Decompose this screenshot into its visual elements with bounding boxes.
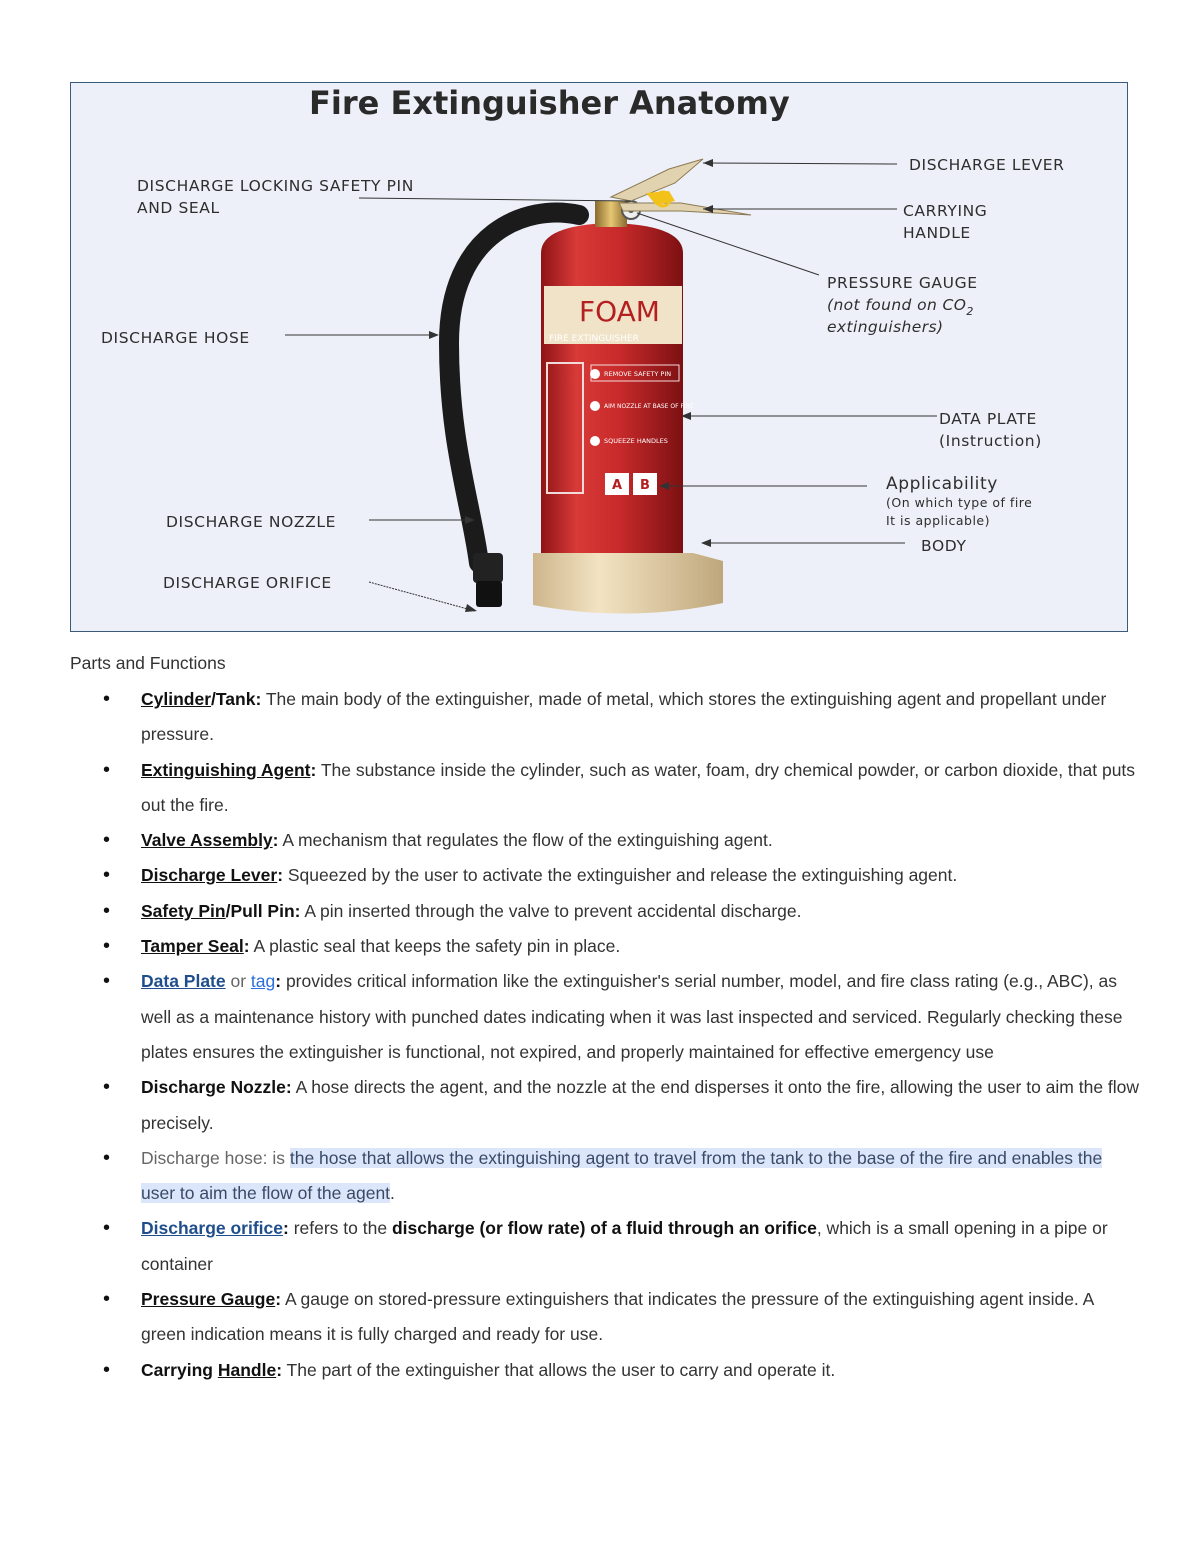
list-item-nozzle: • Discharge Nozzle: A hose directs the agent, and the nozzle at the end disperses it onto the fire, allowing the user to aim the flow precisely. <box>70 1070 1140 1141</box>
leader-discharge-orifice <box>369 582 475 611</box>
nozzle-shape <box>473 553 503 583</box>
label-carrying-line2: HANDLE <box>903 224 971 242</box>
class-b-icon: B <box>640 478 650 493</box>
label-discharge-orifice: DISCHARGE ORIFICE <box>163 574 332 592</box>
list-item-lever: • Discharge Lever: Squeezed by the user to activate the extinguisher and release the extinguishing agent. <box>70 858 1140 893</box>
discharge-orifice-link[interactable]: Discharge orifice <box>141 1218 283 1239</box>
label-discharge-lever: DISCHARGE LEVER <box>909 156 1065 174</box>
term-hose: Discharge hose: <box>141 1147 268 1168</box>
term-valve: Valve Assembly <box>141 830 273 851</box>
parts-heading: Parts and Functions <box>70 653 226 673</box>
term-gauge: Pressure Gauge <box>141 1289 276 1310</box>
label-gauge-line1: PRESSURE GAUGE <box>827 274 978 292</box>
list-item-pin: • Safety Pin/Pull Pin: A pin inserted through the valve to prevent accidental discharge. <box>70 894 1140 929</box>
step1-text: REMOVE SAFETY PIN <box>604 370 672 378</box>
term-pin: Safety Pin <box>141 900 226 921</box>
list-item-agent: • Extinguishing Agent: The substance inside the cylinder, such as water, foam, dry chemical powder, or carbon dioxide, that puts out the fire. <box>70 753 1140 824</box>
leader-discharge-lever <box>703 163 897 164</box>
highlighted-hose-text: the hose that allows the extinguishing agent to travel from the tank to the base of the fire and enables the user to aim the flow of the agent <box>141 1147 1103 1204</box>
label-carrying-line1: CARRYING <box>903 202 988 220</box>
label-discharge-nozzle: DISCHARGE NOZZLE <box>166 513 336 531</box>
list-item-data-plate: • Data Plate or tag: provides critical information like the extinguisher's serial number, model, and fire class rating (e.g., ABC), as well as a maintenance history with punched dates indicating when it was last inspected and serviced. Regularly checking these plates ensures the extinguisher is functional, not expired, and properly maintained for effective emergency use <box>70 964 1140 1070</box>
label-body: BODY <box>921 537 967 555</box>
figure-title: Fire Extinguisher Anatomy <box>309 84 790 122</box>
label-applicability-note2: It is applicable) <box>886 513 991 528</box>
list-item-handle: • Carrying Handle: The part of the extinguisher that allows the user to carry and operate it. <box>70 1353 1140 1388</box>
label-safety-pin-line2: AND SEAL <box>137 199 220 217</box>
term-cylinder: Cylinder <box>141 689 212 709</box>
parts-list <box>70 682 1140 1388</box>
foam-text: FOAM <box>579 295 660 328</box>
label-applicability-note1: (On which type of fire <box>886 495 1033 510</box>
orifice-shape <box>476 581 502 607</box>
label-discharge-hose: DISCHARGE HOSE <box>101 329 250 347</box>
list-item-gauge: • Pressure Gauge: A gauge on stored-pressure extinguishers that indicates the pressure of the extinguishing agent inside. A green indication means it is fully charged and ready for use. <box>70 1282 1140 1353</box>
label-gauge-line2: (not found on $CO_2$ <box>827 296 974 318</box>
step2-text: AIM NOZZLE AT BASE OF FIRE <box>604 403 694 410</box>
list-item-valve: • Valve Assembly: A mechanism that regulates the flow of the extinguishing agent. <box>70 823 1140 858</box>
cylinder-body-shape <box>541 223 683 558</box>
anatomy-figure <box>70 82 1128 632</box>
label-data-plate-line2: (Instruction) <box>939 432 1042 450</box>
class-a-icon: A <box>612 478 623 493</box>
term-agent: Extinguishing Agent <box>141 759 311 780</box>
step3-text: SQUEEZE HANDLES <box>604 437 668 445</box>
label-safety-pin-line1: DISCHARGE LOCKING SAFETY PIN <box>137 177 414 195</box>
base-shape <box>533 553 723 614</box>
fire-extinguisher-subtitle: FIRE EXTINGUISHER <box>549 334 639 344</box>
label-gauge-line3: extinguishers) <box>827 318 944 336</box>
data-plate-link[interactable]: Data Plate <box>141 971 226 992</box>
term-handle: Handle <box>217 1359 277 1380</box>
label-data-plate-line1: DATA PLATE <box>939 410 1037 428</box>
term-nozzle: Discharge Nozzle: <box>141 1077 292 1098</box>
term-seal: Tamper Seal <box>141 936 244 957</box>
term-lever: Discharge Lever <box>141 865 278 886</box>
leader-safety-pin <box>359 198 631 201</box>
list-item-cylinder: • Cylinder/Tank: The main body of the extinguisher, made of metal, which stores the extinguishing agent and propellant under pressure. <box>70 682 1140 753</box>
list-item-orifice: • Discharge orifice: refers to the discharge (or flow rate) of a fluid through an orifice, which is a small opening in a pipe or container <box>70 1211 1140 1282</box>
label-applicability: Applicability <box>886 474 998 494</box>
list-item-hose: • Discharge hose: is the hose that allows the extinguishing agent to travel from the tank to the base of the fire and enables the user to aim the flow of the agent. <box>70 1141 1140 1212</box>
anatomy-diagram <box>71 83 1128 632</box>
tag-link[interactable]: tag <box>250 971 276 992</box>
list-item-seal: • Tamper Seal: A plastic seal that keeps the safety pin in place. <box>70 929 1140 964</box>
